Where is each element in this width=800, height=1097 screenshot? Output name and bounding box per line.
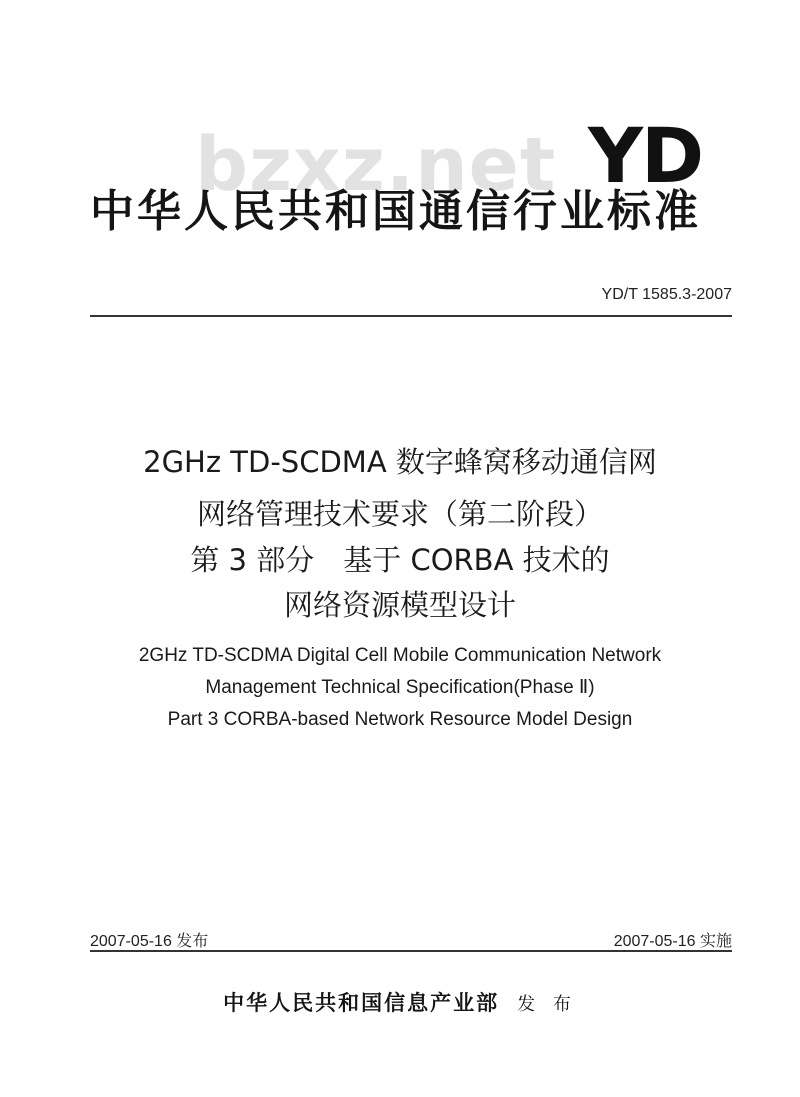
standard-number: YD/T 1585.3-2007: [601, 286, 732, 303]
implementation-date: 2007-05-16 实施: [613, 933, 732, 950]
chinese-title-line-2: 网络管理技术要求（第二阶段）: [196, 497, 603, 531]
bottom-divider: [90, 950, 732, 952]
chinese-title-line-3: 第 3 部分 基于 CORBA 技术的: [190, 543, 610, 577]
publication-date: 2007-05-16 发布: [90, 933, 209, 950]
top-divider: [90, 315, 732, 317]
watermark-text: bzxz.net: [195, 122, 557, 208]
organization-title: 中华人民共和国通信行业标准: [90, 186, 701, 237]
issuing-authority: [40, 987, 760, 1017]
chinese-title-line-1: 2GHz TD-SCDMA 数字蜂窝移动通信网: [143, 445, 657, 479]
yd-logo: YD: [588, 111, 703, 200]
issuer-name: 中华人民共和国信息产业部: [223, 990, 500, 1015]
english-title-line-3: Part 3 CORBA-based Network Resource Model Design: [167, 709, 633, 730]
issuer-action: 发 布: [517, 994, 577, 1015]
chinese-title-line-4: 网络资源模型设计: [283, 588, 516, 622]
english-title-line-2: Management Technical Specification(Phase Ⅱ): [205, 677, 595, 698]
english-title-line-1: 2GHz TD-SCDMA Digital Cell Mobile Communication Network: [138, 645, 662, 666]
